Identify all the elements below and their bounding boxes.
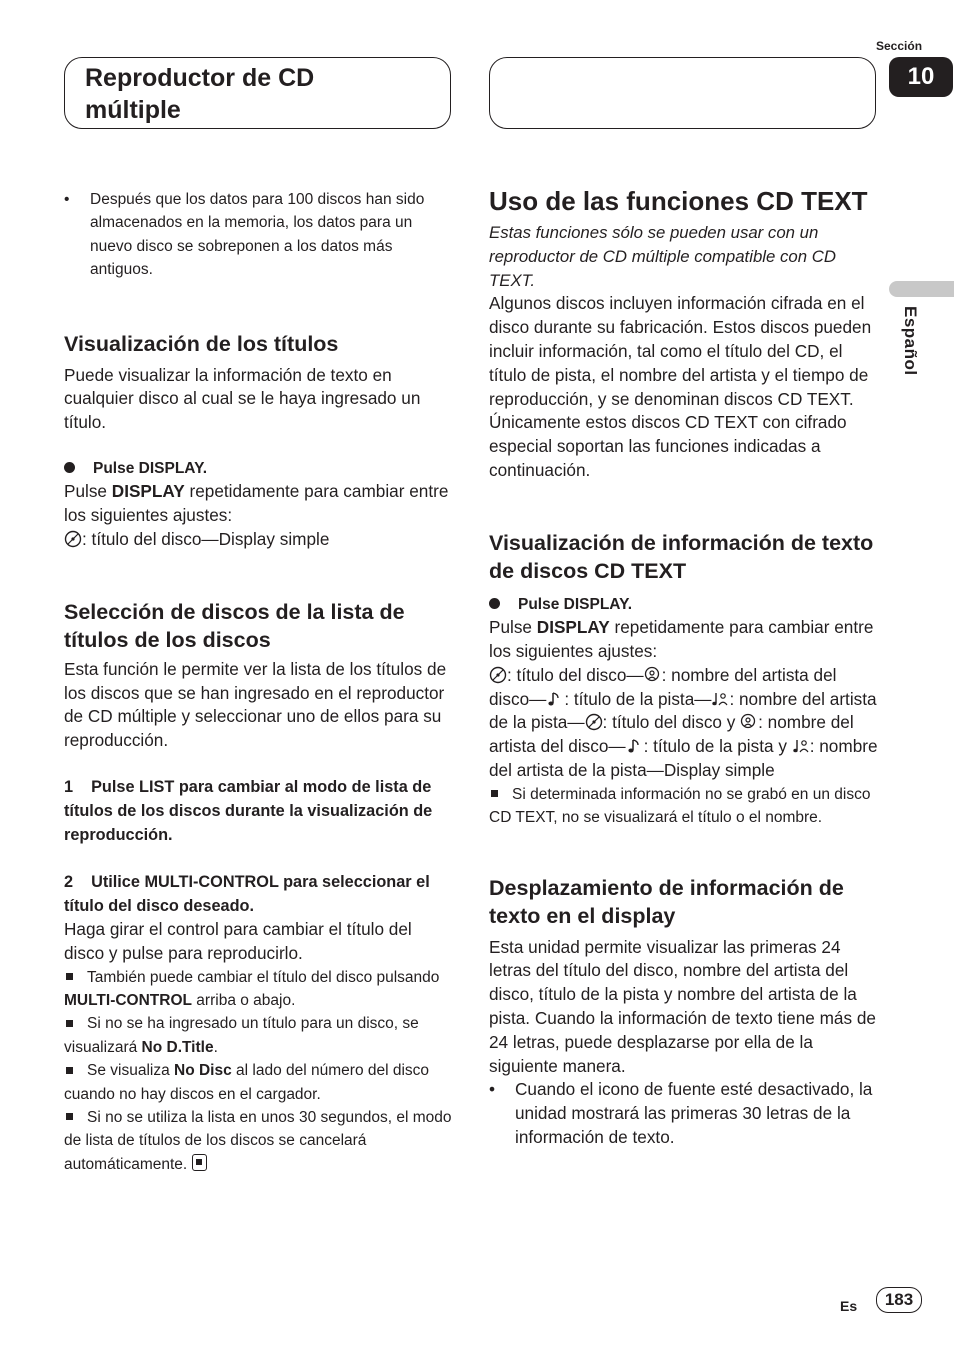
disc-icon	[489, 666, 507, 684]
setting-3: : título de la pista—	[564, 688, 712, 709]
note-1	[64, 966, 454, 1013]
instr-pre: Pulse	[64, 481, 112, 502]
step2-text: Utilice MULTI-CONTROL para seleccionar el título del disco deseado.	[64, 872, 430, 915]
setting-7: : título de la pista y	[643, 736, 792, 757]
step1-text: Pulse LIST para cambiar al modo de lista de títulos de los discos durante la visualización de reproducción.	[64, 778, 433, 845]
heading-sel-discs: Selección de discos de la lista de títulos de los discos	[64, 599, 405, 652]
note-square-icon	[66, 1020, 73, 1027]
sel-discs-step1	[64, 775, 454, 848]
intro-bullet-text: Después que los datos para 100 discos han sido almacenados en la memoria, los datos para un nuevo disco se sobreponen a los datos más antiguos.	[90, 191, 425, 279]
vis-text-note	[489, 783, 879, 830]
note2-pre: Si no se ha ingresado un título para un disco, se visualizará	[64, 1015, 419, 1056]
vis-text-instruction	[489, 616, 879, 664]
instr-pre: Pulse	[489, 617, 537, 638]
sel-discs-step2-body: Haga girar el control para cambiar el título del disco y pulse para reproducirlo.	[64, 919, 412, 963]
vis-titles-step-text: Pulse DISPLAY.	[93, 460, 208, 478]
cd-text-italic-intro: Estas funciones sólo se pueden usar con un reproductor de CD múltiple compatible con CD TEXT.	[489, 223, 836, 290]
step-bullet-icon	[489, 598, 500, 609]
heading-vis-text: Visualización de información de texto de discos CD TEXT	[489, 530, 874, 583]
note-square-icon	[66, 1113, 73, 1120]
track-note-icon	[626, 737, 644, 755]
setting-8: : nombre del artista de la pista—Display simple	[489, 736, 878, 780]
setting-6: : nombre del artista del disco—	[489, 712, 854, 757]
note3-bold: No Disc	[174, 1062, 232, 1080]
note-square-icon	[66, 973, 73, 980]
step1-number: 1	[64, 778, 74, 796]
vis-titles-instruction	[64, 480, 454, 528]
vis-text-note-text: Si determinada información no se grabó en un disco CD TEXT, no se visualizará el título o el nombre.	[489, 785, 871, 827]
sel-discs-step2	[64, 870, 454, 918]
note4-text: Si no se utiliza la lista en unos 30 segundos, el modo de lista de títulos de los discos se cancelará automáticamente.	[64, 1109, 452, 1173]
vis-titles-setting	[64, 528, 454, 552]
disc-artist-icon	[644, 666, 662, 684]
sel-discs-body: Esta función le permite ver la lista de los títulos de los discos que se han ingresado en el reproductor de CD múltiple y seleccionar uno de ellos para su reproducción.	[64, 658, 447, 751]
disc-icon	[585, 713, 603, 731]
heading-scroll: Desplazamiento de información de texto en el display	[489, 875, 844, 928]
track-note-icon	[546, 690, 564, 708]
section-number-badge: 10	[889, 57, 953, 97]
vis-text-settings	[489, 664, 879, 783]
scroll-bullet: • Cuando el icono de fuente esté desactivado, la unidad mostrará las primeras 30 letras de la información de texto.	[489, 1079, 873, 1147]
instr-post: repetidamente para cambiar entre los siguientes ajustes:	[489, 617, 874, 661]
heading-cd-text: Uso de las funciones CD TEXT	[489, 186, 868, 216]
note-3	[64, 1059, 454, 1106]
heading-vis-titles: Visualización de los títulos	[64, 331, 339, 356]
note-4	[64, 1106, 454, 1176]
display-button-ref: DISPLAY	[536, 617, 610, 638]
page-number-badge: 183	[876, 1287, 922, 1313]
setting-5: : título del disco y	[602, 712, 741, 733]
display-button-ref: DISPLAY	[111, 481, 185, 502]
note-square-icon	[491, 790, 498, 797]
vis-text-step-text: Pulse DISPLAY.	[518, 595, 633, 613]
setting-4: : nombre del artista de la pista—	[489, 688, 877, 733]
setting-1: : título del disco—	[507, 664, 644, 685]
vis-text-step	[489, 593, 879, 616]
section-label: Sección	[876, 39, 923, 53]
note1-post: arriba o abajo.	[192, 992, 296, 1010]
setting-2: : nombre del artista del disco—	[489, 664, 837, 709]
note3-post: al lado del número del disco cuando no hay discos en el cargador.	[64, 1062, 430, 1103]
disc-artist-icon	[740, 713, 758, 731]
note3-pre: Se visualiza	[87, 1062, 175, 1080]
scroll-bullet-text: Cuando el icono de fuente esté desactivado, la unidad mostrará las primeras 30 letras de la información de texto.	[515, 1079, 873, 1147]
section-title-line2: múltiple	[85, 96, 181, 124]
track-artist-icon	[711, 690, 729, 708]
note-square-icon	[66, 1067, 73, 1074]
note1-pre: También puede cambiar el título del disco pulsando	[87, 968, 440, 986]
intro-bullet: • Después que los datos para 100 discos han sido almacenados en la memoria, los datos para un nuevo disco se sobreponen a los datos más antiguos.	[64, 191, 425, 279]
vis-titles-body: Puede visualizar la información de texto en cualquier disco al cual se le haya ingresado un título.	[64, 364, 421, 433]
instr-post: repetidamente para cambiar entre los siguientes ajustes:	[64, 481, 449, 526]
track-artist-icon	[792, 737, 810, 755]
setting-text: : título del disco—Display simple	[82, 529, 330, 550]
vis-titles-step	[64, 457, 454, 480]
end-mark-icon	[192, 1154, 207, 1171]
disc-icon	[64, 530, 82, 548]
note-2	[64, 1012, 454, 1059]
footer-lang-code: Es	[840, 1298, 858, 1314]
step-bullet-icon	[64, 462, 75, 473]
page-section-title	[85, 62, 445, 126]
cd-text-body: Algunos discos incluyen información cifrada en el disco durante su fabricación. Estos discos pueden incluir información, tal como el título del CD, el título de pista, el nombre del artista y el tiempo de reproducción, y se denominan discos CD TEXT. Únicamente estos discos CD TEXT con cifrado especial soportan las funciones indicadas a continuación.	[489, 293, 872, 480]
right-column	[489, 186, 879, 1150]
scroll-body: Esta unidad permite visualizar las primeras 24 letras del título del disco, nombre del artista del disco, título de la pista y nombre del artista de la pista. Cuando la información de texto tiene más de 24 letras, puede desplazarse por ella de la siguiente manera.	[489, 936, 876, 1076]
step2-number: 2	[64, 872, 74, 891]
note1-bold: MULTI-CONTROL	[64, 992, 192, 1010]
note2-post: .	[213, 1038, 218, 1056]
note2-bold: No D.Title	[141, 1038, 214, 1056]
side-language-label: Español	[901, 306, 920, 376]
header-right-box	[489, 57, 876, 129]
left-column	[64, 188, 454, 1176]
side-tab-bar	[889, 281, 954, 297]
section-title-line1: Reproductor de CD	[85, 64, 315, 92]
